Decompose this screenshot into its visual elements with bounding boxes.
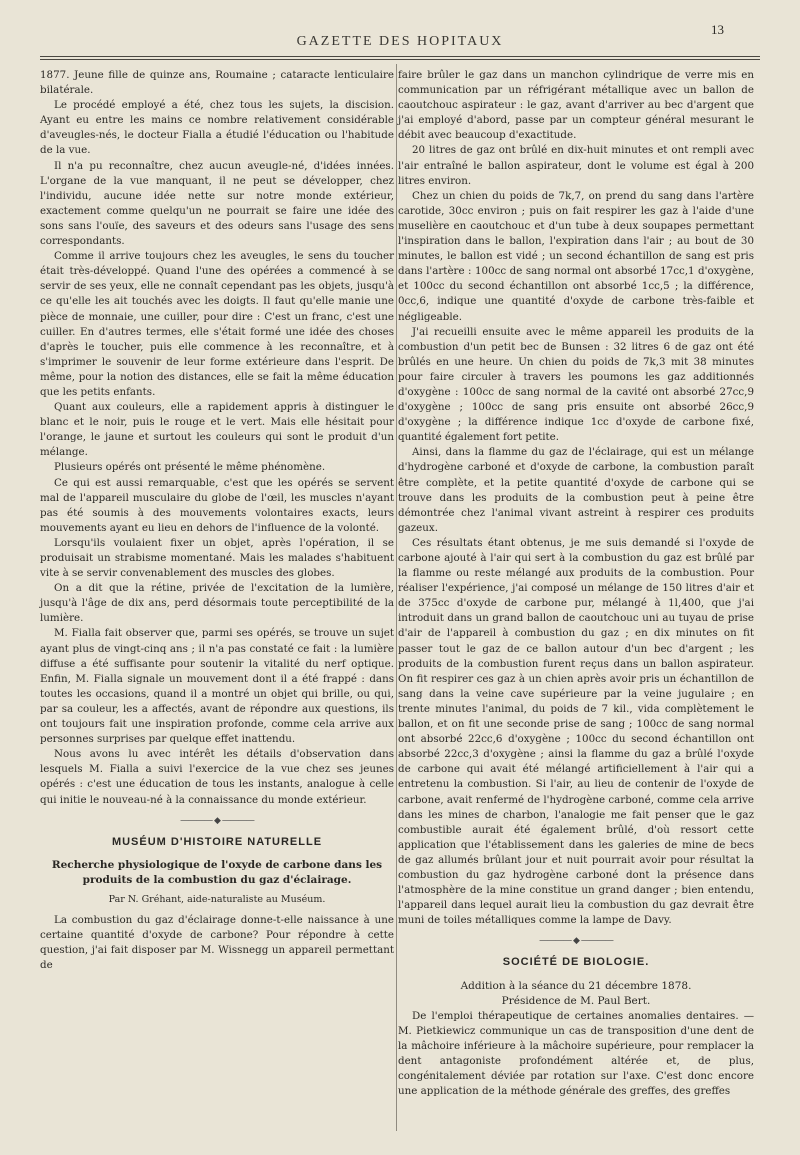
paragraph: Ainsi, dans la flamme du gaz de l'éclairage, qui est un mélange d'hydrogène carboné et d'oxyde de carbone, la combustion paraît être complète, et la petite quantité d'oxyde de carbone qui se trouve dans les produits de la combustion peut à peine être démontrée chez l'animal vivant astreint à respirer ces produits gazeux. [398,446,754,534]
left-column [40,68,394,973]
paragraph: Quant aux couleurs, elle a rapidement appris à distinguer le blanc et le noir, puis le rouge et le vert. Mais elle hésitait pour l'orange, le jaune et surtout les couleurs qui sont le produit d'un mélange. [40,401,394,459]
paragraph: Nous avons lu avec intérêt les détails d'observation dans lesquels M. Fialla a suivi l'exercice de la vue chez ses jeunes opérés : c'est une éducation de tous les instants, analogue à celle qui initie le nouveau-né à la connaissance du monde extérieur. [40,748,394,806]
section-heading-museum: MUSÉUM D'HISTOIRE NATURELLE [111,835,323,848]
article-byline: Par N. Gréhant, aide-naturaliste au Muséum. [108,893,326,905]
ornament-divider: ———— ◆ ———— [539,936,613,947]
paragraph: J'ai recueilli ensuite avec le même appareil les produits de la combustion d'un petit bec de Bunsen : 32 litres 6 de gaz ont été brûlés en une heure. Un chien du poids de 7k,3 mit 38 minutes pour faire circuler à travers les poumons les gaz additionnés d'oxygène : 100cc de sang normal de la cavité ont absorbé 27cc,9 d'oxygène ; 100cc de sang pris ensuite ont absorbé 26cc,9 d'oxygène ; la différence indique 1cc d'oxyde de carbone fixé, quantité également fort petite. [398,325,754,444]
paragraph: faire brûler le gaz dans un manchon cylindrique de verre mis en communication par un réfrigérant métallique avec un ballon de caoutchouc aspirateur : le gaz, avant d'arriver au bec d'argent que j'ai employé d'abord, passe par un compteur général mesurant le débit avec beaucoup d'exactitude. [398,69,754,142]
page-number: 13 [711,22,724,37]
paragraph: Lorsqu'ils voulaient fixer un objet, après l'opération, il se produisait un strabisme momentané. Mais les malades s'habituent vite à se servir convenablement des muscles des globes. [40,536,394,580]
header-rule-top [40,56,760,57]
paragraph: Le procédé employé a été, chez tous les sujets, la discision. Ayant eu entre les mains ce nombre relativement considérable d'aveugles-nés, le docteur Fialla a étudié l'éducation ou l'habitude de la vue. [40,99,394,157]
article-title: Recherche physiologique de l'oxyde de carbone dans les produits de la combustion du gaz d'éclairage. [51,858,383,886]
presidency-line: Présidence de M. Paul Bert. [501,994,651,1007]
session-line: Addition à la séance du 21 décembre 1878. [460,979,692,992]
paragraph: Ce qui est aussi remarquable, c'est que les opérés se servent mal de l'appareil musculaire du globe de l'œil, les muscles n'ayant pas été soumis à des mouvements volontaires exacts, leurs mouvements ayant eu lieu en dehors de l'influence de la volonté. [40,476,394,534]
paragraph: Il n'a pu reconnaître, chez aucun aveugle-né, d'idées innées. L'organe de la vue manquant, il ne peut se développer, chez l'individu, aucune idée nette sur notre monde extérieur, exactement comme quelqu'un ne pourrait se faire une idée des sons sans l'ouïe, des saveurs et des odeurs sans l'usage des sens correspondants. [40,159,394,248]
paragraph: 20 litres de gaz ont brûlé en dix-huit minutes et ont rempli avec l'air entraîné le ballon aspirateur, dont le volume est égal à 200 litres environ. [398,144,754,187]
paragraph: Chez un chien du poids de 7k,7, on prend du sang dans l'artère carotide, 30cc environ ; puis on fait respirer les gaz à l'aide d'une muselière en caoutchouc et d'un tube à deux soupapes permettant l'inspiration dans le ballon, l'expiration dans l'air ; au bout de 30 minutes, le ballon est vidé ; un second échantillon de sang est pris dans l'artère : 100cc de sang normal ont absorbé 17cc,1 d'oxygène, et 100cc du second échantillon ont absorbé 1cc,5 ; la différence, 0cc,6, indique une quantité d'oxyde de carbone très-faible et négligeable. [398,189,754,323]
paragraph: On a dit que la rétine, privée de l'excitation de la lumière, jusqu'à l'âge de dix ans, perd désormais toute perceptibilité de la lumière. [40,582,394,625]
paragraph: Plusieurs opérés ont présenté le même phénomène. [54,461,326,474]
right-column [398,68,754,1099]
paragraph: M. Fialla fait observer que, parmi ses opérés, se trouve un sujet ayant plus de vingt-cinq ans ; il n'a pas constaté ce fait : la lumière diffuse a été suffisante pour soutenir la vitalité du nerf optique. Enfin, M. Fialla signale un mouvement dont il a été frappé : dans toutes les occasions, quand il a montré un objet qui brille, ou qui, par sa couleur, les a affectés, avant de répondre aux questions, ils ont toujours fait une inspiration profonde, comme cela arrive aux personnes surprises par quelque effet inattendu. [40,627,394,746]
paragraph: Comme il arrive toujours chez les aveugles, le sens du toucher était très-développé. Quand l'une des opérées a commencé à se servir de ses yeux, elle ne connaît cependant pas les objets, jusqu'à ce qu'elle les ait touchés avec les doigts. Il faut qu'elle manie une pièce de monnaie, une cuiller, pour dire : C'est un franc, c'est une cuiller. En d'autres termes, elle s'était formé une idée des choses d'après le toucher, puis elle commence à les reconnaître, et à s'imprimer le souvenir de leur forme extérieure dans l'esprit. De même, pour la notion des distances, elle se fait la même éducation que les petits enfants. [40,250,394,398]
section-heading-biology: SOCIÉTÉ DE BIOLOGIE. [502,956,650,969]
column-divider [396,64,397,1131]
page-header-title: GAZETTE DES HOPITAUX [296,34,504,49]
paragraph: De l'emploi thérapeutique de certaines anomalies dentaires. — M. Pietkiewicz communique un cas de transposition d'une dent de la mâchoire inférieure à la mâchoire supérieure, pour remplacer la dent antagoniste profondément altérée et, de plus, congénitalement déviée par rotation sur l'axe. C'est donc encore une application de la méthode générale des greffes, des greffes [398,1009,754,1098]
header-rule-bottom [40,59,760,60]
paragraph: La combustion du gaz d'éclairage donne-t-elle naissance à une certaine quantité d'oxyde de carbone? Pour répondre à cette question, j'ai fait disposer par M. Wissnegg un appareil permettant de [40,914,394,972]
ornament-divider: ———— ◆ ———— [180,815,254,826]
paragraph: Ces résultats étant obtenus, je me suis demandé si l'oxyde de carbone ajouté à l'air qui sert à la combustion du gaz est brûlé par la flamme ou reste mélangé aux produits de la combustion. Pour réaliser l'expérience, j'ai composé un mélange de 150 litres d'air et de 375cc d'oxyde de carbone pur, mélangé à 1l,400, que j'ai introduit dans un grand ballon de caoutchouc uni au tuyau de prise d'air de l'appareil à combustion du gaz ; en dix minutes on fit passer tout le gaz de ce ballon autour d'un bec d'argent ; les produits de la combustion furent reçus dans un ballon aspirateur. On fit respirer ces gaz à un chien après avoir pris un échantillon de sang dans la veine cave supérieure par la veine jugulaire ; en trente minutes l'animal, du poids de 7 kil., vida complètement le ballon, et on fit une seconde prise de sang ; 100cc de sang normal ont absorbé 22cc,6 d'oxygène ; 100cc du second échantillon ont absorbé 22cc,3 d'oxygène ; ainsi la flamme du gaz a brûlé l'oxyde de carbone qui avait été mélangé artificiellement à l'air qui a entretenu la combustion. Si l'air, au lieu de contenir de l'oxyde de carbone, avait renfermé de l'hydrogène carboné, comme cela arrive dans les mines de charbon, l'analogie me fait penser que le gaz combustible aurait été également brûlé, d'où ressort cette application que l'établissement dans les galeries de mine de becs de gaz allumés brûlant jour et nuit pourrait avoir pour résultat la combustion du gaz hydrogène carboné dont la présence dans l'atmosphère de la mine constitue un grand danger ; bien entendu, l'appareil dans lequel aurait lieu la combustion du gaz devrait être muni de toiles métalliques comme la lampe de Davy. [398,536,754,927]
paragraph: 1877. Jeune fille de quinze ans, Roumaine ; cataracte lenticulaire bilatérale. [40,69,394,97]
